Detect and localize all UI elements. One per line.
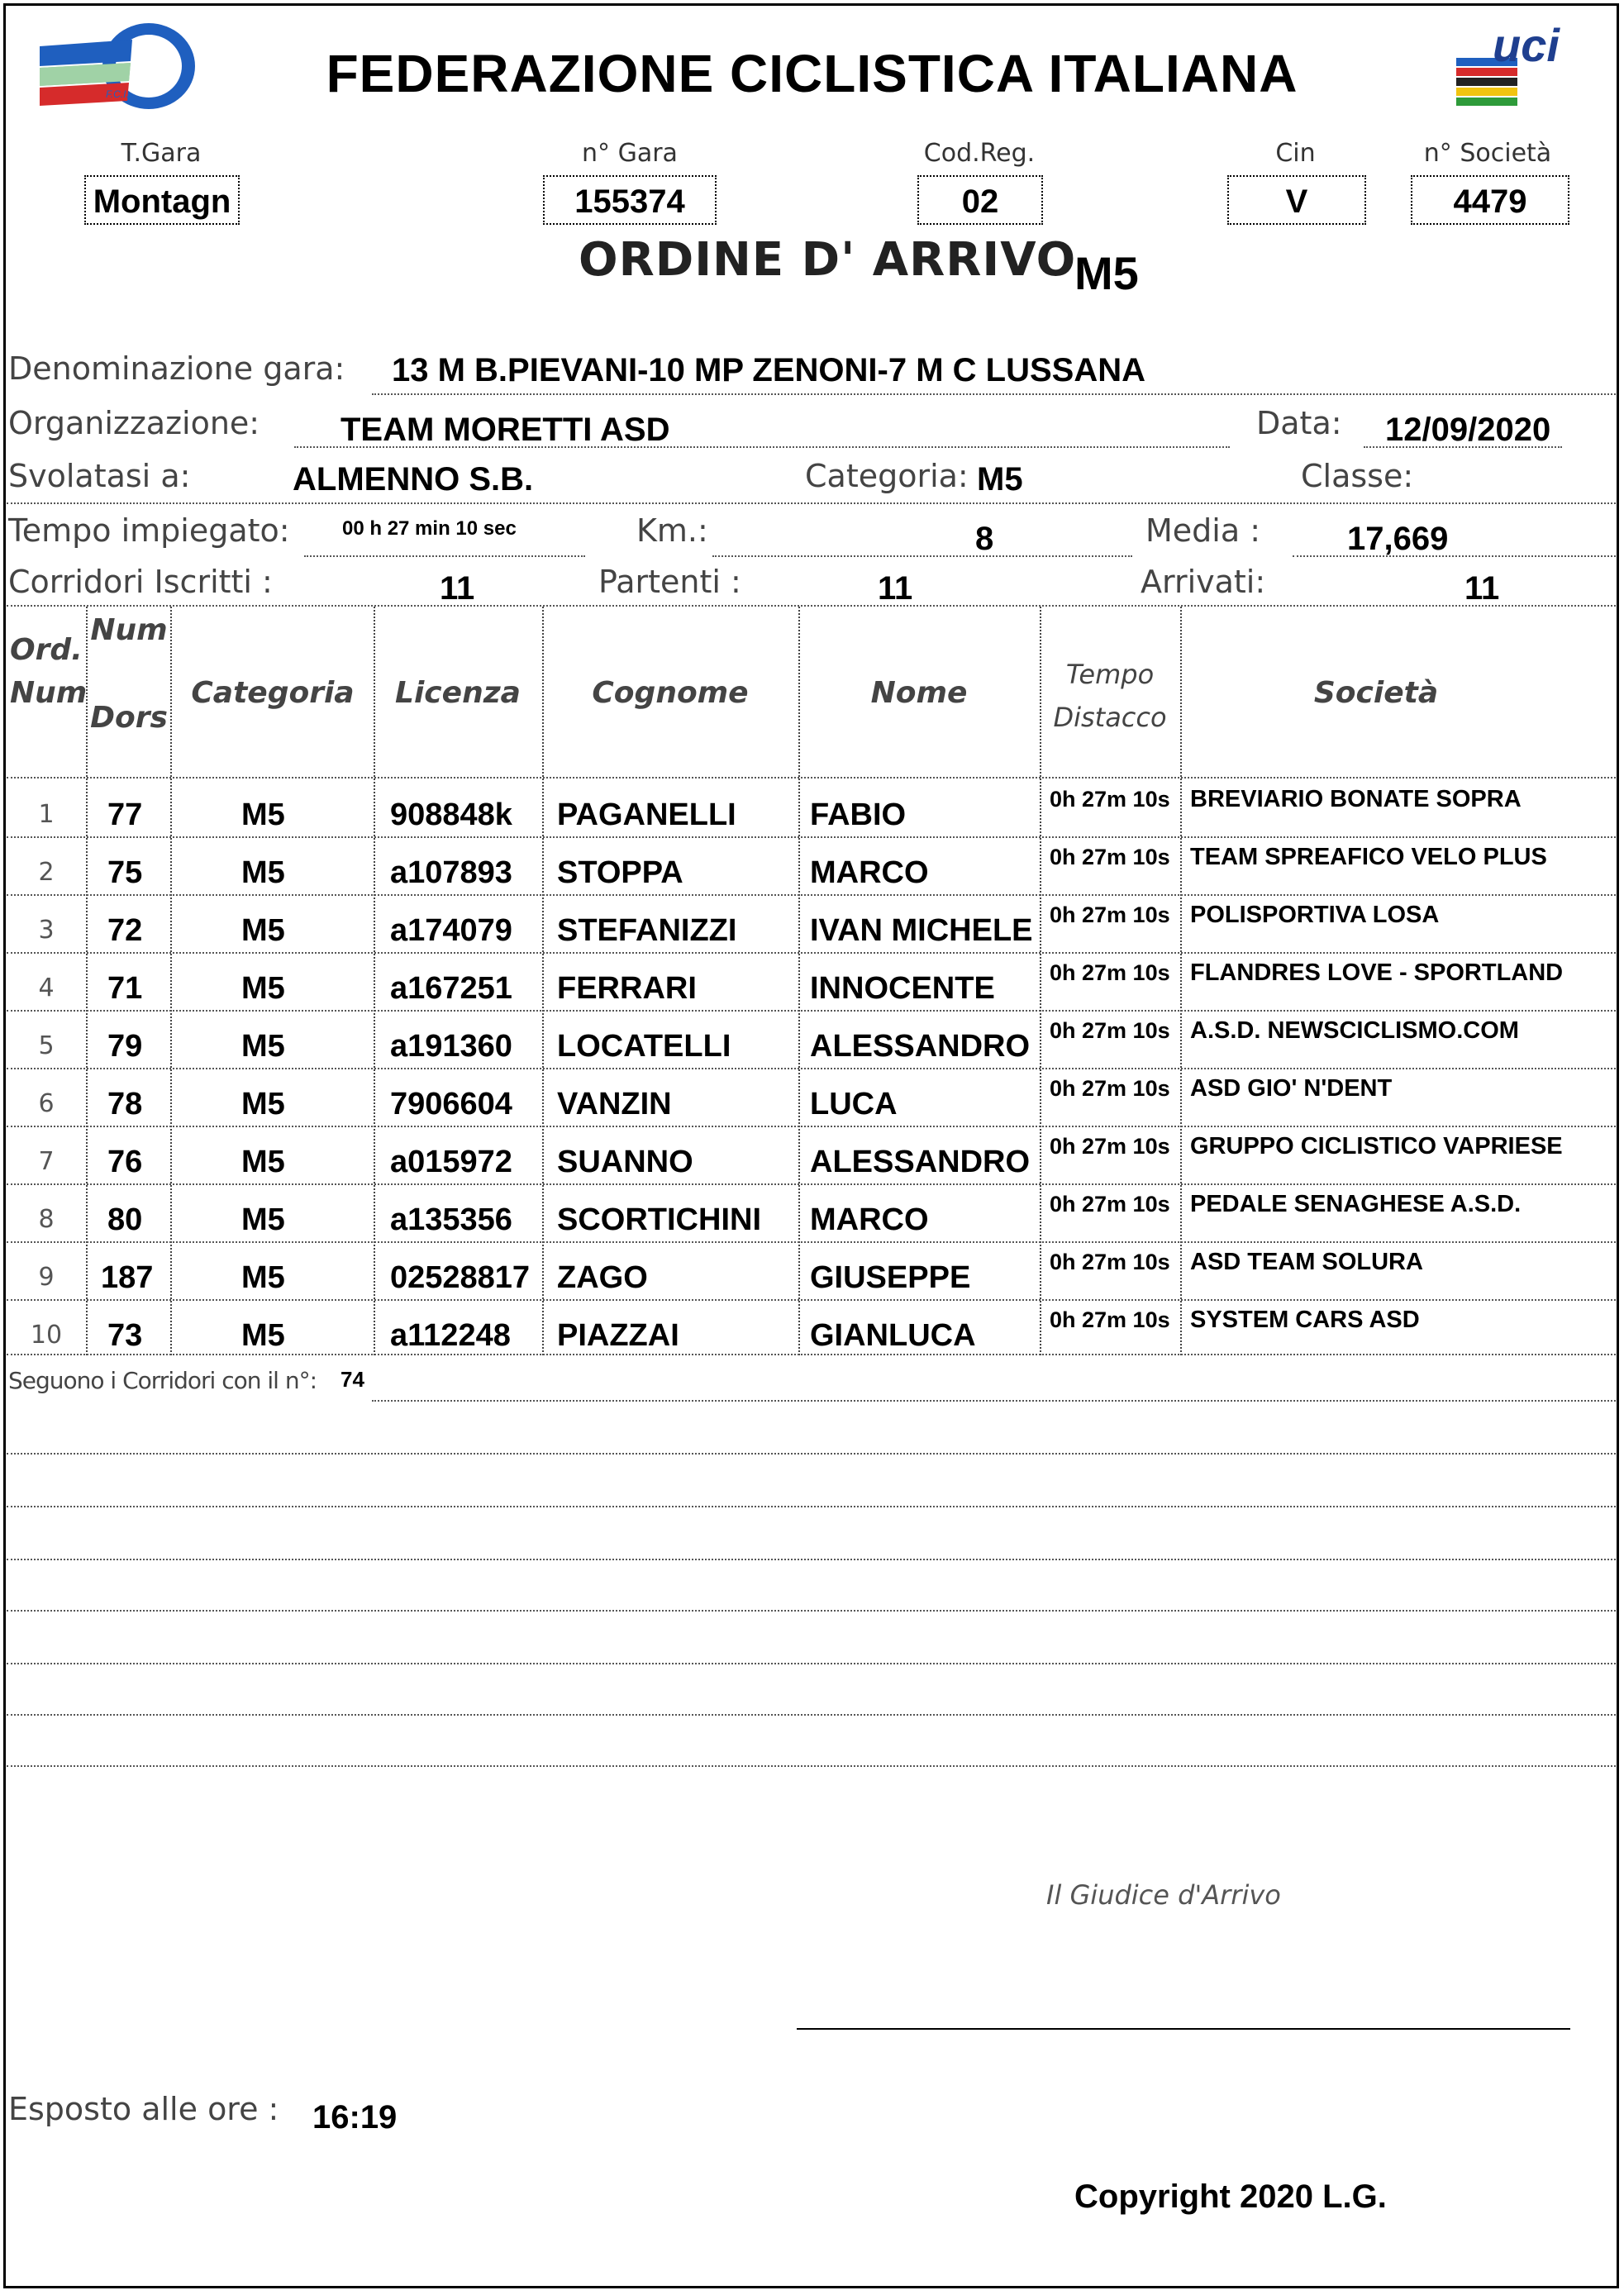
copyright: Copyright 2020 L.G. (1074, 2178, 1387, 2215)
giudice-label: Il Giudice d'Arrivo (1046, 1879, 1281, 1911)
blank-line (7, 1714, 1616, 1716)
denominazione-value: 13 M B.PIEVANI-10 MP ZENONI-7 M C LUSSANA (392, 352, 1145, 388)
categoria-value: M5 (977, 461, 1023, 498)
data-value: 12/09/2020 (1385, 412, 1551, 448)
cell-tempo: 0h 27m 10s (1050, 1250, 1170, 1274)
t-gara-label: T.Gara (121, 139, 202, 168)
cell-tempo: 0h 27m 10s (1050, 1192, 1170, 1217)
cell-nome: ALESSANDRO (810, 1145, 1031, 1179)
federation-title: FEDERAZIONE CICLISTICA ITALIANA (326, 44, 1298, 103)
blank-line (7, 1559, 1616, 1560)
n-societa-value: 4479 (1411, 175, 1569, 225)
blank-line (7, 1506, 1616, 1507)
esposto-label: Esposto alle ore : (8, 2091, 279, 2127)
arrivati-label: Arrivati: (1141, 564, 1266, 600)
cell-cognome: PAGANELLI (557, 798, 736, 832)
cell-nome: INNOCENTE (810, 971, 995, 1006)
cell-cognome: LOCATELLI (557, 1029, 731, 1064)
cell-num: 77 (107, 798, 143, 832)
cell-lic: a191360 (390, 1029, 512, 1064)
categoria-label: Categoria: (805, 458, 969, 494)
cell-cognome: ZAGO (557, 1260, 648, 1295)
table-row (7, 780, 1616, 838)
km-value: 8 (975, 521, 994, 557)
row-separator (7, 1068, 1616, 1069)
cod-reg-value: 02 (917, 175, 1043, 225)
organizzazione-value: TEAM MORETTI ASD (341, 412, 670, 448)
cell-num: 72 (107, 913, 143, 948)
document-title: ORDINE D' ARRIVO (579, 233, 1077, 287)
cell-cat: M5 (241, 1029, 285, 1064)
blank-line (7, 1663, 1616, 1664)
cell-societa: ASD TEAM SOLURA (1190, 1249, 1423, 1275)
cell-pos: 9 (38, 1263, 55, 1292)
cell-societa: A.S.D. NEWSCICLISMO.COM (1190, 1017, 1519, 1044)
cell-pos: 4 (38, 974, 55, 1002)
cin-value: V (1227, 175, 1366, 225)
blank-line (7, 1453, 1616, 1455)
media-label: Media : (1145, 512, 1261, 549)
cell-tempo: 0h 27m 10s (1050, 1134, 1170, 1159)
iscritti-label: Corridori Iscritti : (8, 564, 273, 600)
cell-nome: GIUSEPPE (810, 1260, 971, 1295)
cell-tempo: 0h 27m 10s (1050, 960, 1170, 985)
col-ord-2: Num (10, 676, 88, 710)
cell-num: 73 (107, 1318, 143, 1353)
cell-cat: M5 (241, 1260, 285, 1295)
km-label: Km.: (636, 512, 708, 549)
cell-nome: FABIO (810, 798, 907, 832)
cell-nome: ALESSANDRO (810, 1029, 1031, 1064)
seguono-value: 74 (341, 1367, 364, 1392)
denominazione-label: Denominazione gara: (8, 350, 345, 387)
cell-nome: GIANLUCA (810, 1318, 976, 1353)
header-bottom-line (7, 777, 1616, 778)
col-ord-1: Ord. (10, 633, 83, 667)
svolatasi-value: ALMENNO S.B. (293, 461, 534, 498)
col-societa: Società (1313, 676, 1439, 710)
cell-societa: GRUPPO CICLISTICO VAPRIESE (1190, 1133, 1563, 1159)
cell-societa: POLISPORTIVA LOSA (1190, 902, 1440, 928)
svg-text:F.C.I.: F.C.I. (106, 88, 129, 100)
cell-nome: LUCA (810, 1087, 898, 1121)
table-row (7, 896, 1616, 954)
cell-lic: a167251 (390, 971, 512, 1006)
cell-cognome: VANZIN (557, 1087, 672, 1121)
cell-societa: ASD GIO' N'DENT (1190, 1075, 1393, 1102)
info-bottom-line (7, 605, 1616, 607)
svolatasi-label: Svolatasi a: (8, 458, 191, 494)
cell-cat: M5 (241, 855, 285, 890)
cin-label: Cin (1275, 139, 1316, 168)
seguono-label: Seguono i Corridori con il n°: (8, 1367, 317, 1394)
n-gara-value: 155374 (543, 175, 717, 225)
cell-cognome: PIAZZAI (557, 1318, 679, 1353)
row-separator (7, 1299, 1616, 1301)
denominazione-underline (372, 393, 1616, 395)
data-underline (1364, 446, 1562, 448)
arrivati-value: 11 (1464, 570, 1500, 607)
cell-tempo: 0h 27m 10s (1050, 1018, 1170, 1043)
cell-societa: BREVIARIO BONATE SOPRA (1190, 786, 1522, 812)
organizzazione-underline (294, 446, 1230, 448)
partenti-value: 11 (878, 570, 913, 607)
cell-nome: IVAN MICHELE (810, 913, 1033, 948)
media-value: 17,669 (1347, 521, 1449, 557)
cell-cognome: FERRARI (557, 971, 697, 1006)
cell-societa: SYSTEM CARS ASD (1190, 1307, 1420, 1333)
cell-nome: MARCO (810, 855, 929, 890)
n-societa-label: n° Società (1423, 139, 1552, 168)
document-category: M5 (1074, 247, 1139, 299)
n-gara-label: n° Gara (582, 139, 678, 168)
table-row (7, 1185, 1616, 1243)
cell-tempo: 0h 27m 10s (1050, 1307, 1170, 1332)
table-row (7, 1012, 1616, 1069)
partenti-label: Partenti : (598, 564, 741, 600)
cell-lic: a174079 (390, 913, 512, 948)
cell-cat: M5 (241, 913, 285, 948)
cell-tempo: 0h 27m 10s (1050, 902, 1170, 927)
cell-num: 78 (107, 1087, 143, 1121)
t-gara-value: Montagn (84, 175, 240, 225)
cell-societa: PEDALE SENAGHESE A.S.D. (1190, 1191, 1522, 1217)
svg-text:uci: uci (1493, 20, 1560, 71)
cell-num: 71 (107, 971, 143, 1006)
table-row (7, 838, 1616, 896)
cell-cat: M5 (241, 1202, 285, 1237)
iscritti-value: 11 (440, 570, 475, 607)
tempo-value: 00 h 27 min 10 sec (342, 517, 517, 540)
tempo-label: Tempo impiegato: (8, 512, 290, 549)
tempo-underline (304, 555, 585, 557)
cell-lic: a135356 (390, 1202, 512, 1237)
cell-cognome: STEFANIZZI (557, 913, 737, 948)
row-separator (7, 1126, 1616, 1127)
blank-line (7, 1765, 1616, 1767)
col-licenza: Licenza (395, 676, 521, 710)
cell-tempo: 0h 27m 10s (1050, 787, 1170, 812)
cell-tempo: 0h 27m 10s (1050, 845, 1170, 869)
cell-lic: 7906604 (390, 1087, 512, 1121)
km-underline (712, 555, 1132, 557)
cell-lic: a015972 (390, 1145, 512, 1179)
row-separator (7, 1183, 1616, 1185)
cell-cognome: STOPPA (557, 855, 683, 890)
cell-cat: M5 (241, 1087, 285, 1121)
cell-pos: 2 (38, 858, 55, 887)
table-row (7, 954, 1616, 1012)
row-separator (7, 836, 1616, 838)
cod-reg-label: Cod.Reg. (923, 139, 1036, 168)
table-row (7, 1127, 1616, 1185)
svolatasi-underline (7, 502, 1616, 504)
cell-pos: 8 (38, 1205, 55, 1234)
signature-line (797, 2028, 1570, 2030)
esposto-value: 16:19 (312, 2099, 398, 2135)
cell-num: 75 (107, 855, 143, 890)
table-row (7, 1069, 1616, 1127)
seguono-underline (372, 1400, 1616, 1402)
col-categoria: Categoria (191, 676, 355, 710)
classe-label: Classe: (1301, 458, 1414, 494)
cell-pos: 7 (38, 1147, 55, 1176)
organizzazione-label: Organizzazione: (8, 405, 260, 441)
row-separator (7, 1010, 1616, 1012)
row-separator (7, 952, 1616, 954)
data-label: Data: (1256, 405, 1342, 441)
table-row (7, 1243, 1616, 1301)
media-underline (1293, 555, 1616, 557)
table-row (7, 1301, 1616, 1359)
cell-societa: FLANDRES LOVE - SPORTLAND (1190, 959, 1564, 986)
cell-lic: 908848k (390, 798, 512, 832)
col-cognome: Cognome (592, 676, 749, 710)
cell-num: 79 (107, 1029, 143, 1064)
col-num-1: Num (90, 613, 168, 647)
cell-cat: M5 (241, 1318, 285, 1353)
cell-lic: a107893 (390, 855, 512, 890)
cell-cat: M5 (241, 798, 285, 832)
col-nome: Nome (870, 676, 968, 710)
cell-num: 187 (101, 1260, 154, 1295)
cell-pos: 3 (38, 916, 55, 945)
cell-num: 76 (107, 1145, 143, 1179)
cell-societa: TEAM SPREAFICO VELO PLUS (1190, 844, 1547, 870)
cell-cat: M5 (241, 1145, 285, 1179)
col-tempo-2: Distacco (1053, 702, 1167, 733)
cell-nome: MARCO (810, 1202, 929, 1237)
blank-line (7, 1610, 1616, 1612)
col-tempo-1: Tempo (1065, 659, 1155, 690)
cell-num: 80 (107, 1202, 143, 1237)
cell-cognome: SUANNO (557, 1145, 693, 1179)
cell-pos: 1 (38, 800, 55, 829)
row-separator (7, 1241, 1616, 1243)
cell-lic: 02528817 (390, 1260, 531, 1295)
cell-pos: 6 (38, 1089, 55, 1118)
cell-cognome: SCORTICHINI (557, 1202, 761, 1237)
cell-pos: 10 (30, 1321, 63, 1350)
cell-tempo: 0h 27m 10s (1050, 1076, 1170, 1101)
row-separator (7, 1354, 1616, 1355)
row-separator (7, 894, 1616, 896)
cell-lic: a112248 (390, 1318, 511, 1353)
cell-pos: 5 (38, 1031, 55, 1060)
col-num-2: Dors (90, 701, 168, 735)
cell-cat: M5 (241, 971, 285, 1006)
